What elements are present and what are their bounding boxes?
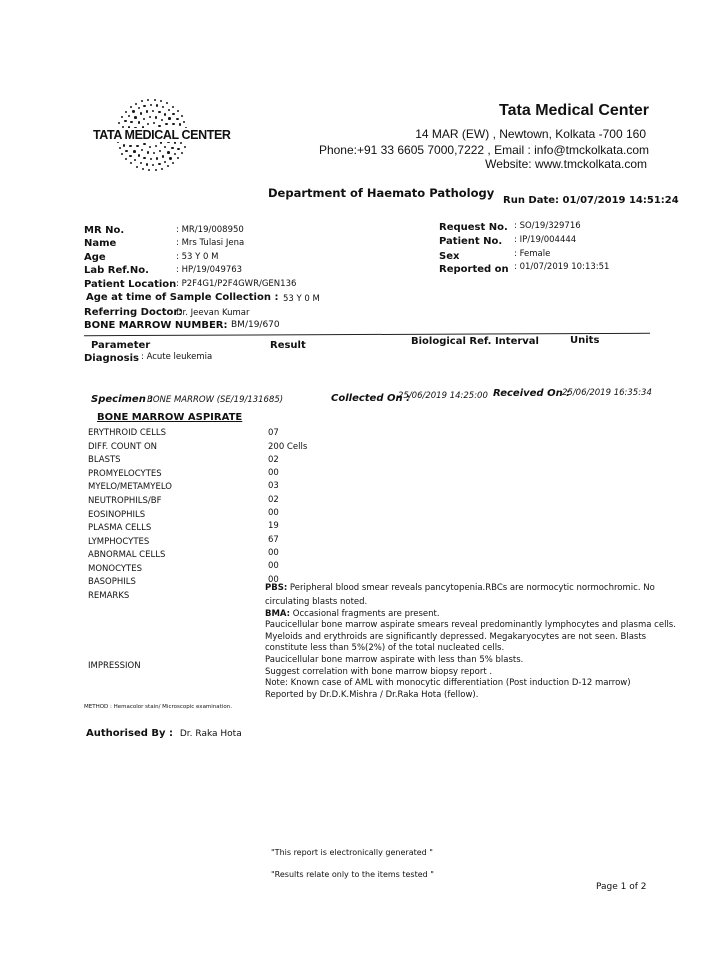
logo-dot bbox=[156, 157, 159, 160]
result-value: 200 Cells bbox=[268, 442, 308, 452]
logo-dot bbox=[155, 116, 157, 118]
header-rule-top bbox=[84, 333, 650, 336]
col-ref-interval: Biological Ref. Interval bbox=[411, 336, 539, 347]
referring-label: Referring Doctor: bbox=[84, 307, 183, 318]
result-value: 00 bbox=[268, 561, 279, 571]
mr-value: : MR/19/008950 bbox=[176, 225, 244, 235]
logo-dot bbox=[138, 107, 140, 109]
logo-dot bbox=[121, 116, 123, 118]
logo-dot bbox=[138, 154, 141, 157]
name-label: Name bbox=[84, 238, 117, 249]
logo-dot bbox=[135, 103, 137, 105]
logo-dot bbox=[143, 118, 145, 120]
result-name: ERYTHROID CELLS bbox=[88, 428, 167, 438]
org-address: 14 MAR (EW) , Newtown, Kolkata -700 160 bbox=[415, 127, 646, 141]
logo-dot bbox=[130, 162, 132, 164]
age-collection-value: 53 Y 0 M bbox=[283, 294, 320, 304]
result-value: 00 bbox=[268, 468, 279, 478]
logo-dot bbox=[136, 166, 138, 168]
logo-dot bbox=[158, 125, 160, 127]
impression-line1: Paucicellular bone marrow aspirate with less than 5% blasts. bbox=[265, 655, 524, 665]
remarks-pbs-line2: circulating blasts noted. bbox=[265, 597, 368, 607]
logo-dot bbox=[167, 151, 170, 154]
logo-dot bbox=[184, 146, 186, 148]
result-name: NEUTROPHILS/BF bbox=[88, 496, 162, 506]
logo-dot bbox=[166, 102, 168, 104]
pbs-text: Peripheral blood smear reveals pancytopenia.RBCs are normocytic normochromic. No bbox=[287, 583, 655, 593]
logo-dot bbox=[141, 100, 143, 102]
reported-label: Reported on bbox=[439, 264, 509, 275]
request-label: Request No. bbox=[439, 222, 508, 233]
logo-dot bbox=[146, 110, 149, 113]
result-name: DIFF. COUNT ON bbox=[88, 442, 158, 452]
remarks-pbs-line1 bbox=[265, 583, 655, 593]
logo-dot bbox=[162, 155, 165, 158]
logo-dot bbox=[130, 121, 133, 124]
logo-dot bbox=[168, 117, 171, 120]
col-parameter: Parameter bbox=[91, 340, 151, 351]
result-value: 00 bbox=[268, 548, 279, 558]
name-value: : Mrs Tulasi Jena bbox=[176, 238, 245, 248]
logo-dot bbox=[143, 143, 145, 145]
result-value: 00 bbox=[268, 575, 279, 585]
result-value: 00 bbox=[268, 508, 279, 518]
logo-dot bbox=[140, 162, 142, 164]
bma-label: BMA: bbox=[265, 609, 291, 619]
logo-dot bbox=[162, 106, 164, 108]
logo-dot bbox=[156, 104, 158, 106]
result-name: BASOPHILS bbox=[88, 577, 136, 587]
logo-dot bbox=[140, 112, 143, 115]
logo-dot bbox=[138, 121, 140, 123]
logo-dot bbox=[176, 118, 178, 120]
result-name: LYMPHOCYTES bbox=[88, 537, 150, 547]
logo-dot bbox=[177, 110, 179, 112]
logo-dot bbox=[177, 148, 179, 150]
remarks-bma-line1 bbox=[265, 609, 440, 619]
result-value: 03 bbox=[268, 481, 279, 491]
logo-dot bbox=[134, 159, 136, 161]
logo-dot bbox=[134, 116, 137, 119]
logo-dot bbox=[164, 113, 167, 116]
logo-dot bbox=[172, 106, 174, 108]
logo-dot bbox=[158, 111, 161, 114]
remarks-line4: Myeloids and erythroids are significantly depressed. Megakaryocytes are not seen. Blasts bbox=[265, 632, 647, 642]
logo-dot bbox=[172, 113, 174, 115]
logo-dot bbox=[118, 122, 120, 124]
impression-label: IMPRESSION bbox=[88, 661, 141, 671]
logo-dot bbox=[148, 169, 150, 171]
diagnosis-label: Diagnosis bbox=[84, 353, 139, 364]
age-value: : 53 Y 0 M bbox=[176, 252, 219, 262]
received-label: Received On : bbox=[493, 388, 571, 399]
specimen-value: BONE MARROW (SE/19/131685) bbox=[147, 395, 284, 405]
logo-dot bbox=[141, 149, 143, 151]
bm-number-label: BONE MARROW NUMBER: bbox=[84, 320, 228, 331]
logo-dot bbox=[142, 168, 144, 170]
logo-dot bbox=[159, 150, 161, 152]
logo-dot bbox=[183, 121, 185, 123]
logo-dot bbox=[147, 99, 149, 101]
logo-dot bbox=[143, 105, 145, 107]
logo-dot bbox=[179, 123, 181, 125]
location-label: Patient Location bbox=[84, 279, 177, 290]
result-name: PROMYELOCYTES bbox=[88, 469, 162, 479]
logo-dot bbox=[172, 123, 175, 126]
logo-dot bbox=[161, 168, 163, 170]
logo-dot bbox=[181, 152, 183, 154]
logo-dot bbox=[149, 116, 151, 118]
logo-dot bbox=[164, 161, 166, 163]
logo-dot bbox=[161, 119, 163, 121]
col-result: Result bbox=[270, 340, 306, 351]
patient-no-label: Patient No. bbox=[439, 236, 503, 247]
org-contact: Phone:+91 33 6605 7000,7222 , Email : info@tmckolkata.com bbox=[318, 143, 649, 157]
org-name: Tata Medical Center bbox=[499, 102, 649, 119]
logo-dot bbox=[152, 164, 154, 166]
logo-dot bbox=[123, 144, 125, 146]
request-value: : SO/19/329716 bbox=[514, 221, 581, 231]
collected-value: 25/06/2019 14:25:00 bbox=[398, 391, 488, 401]
logo-dot bbox=[155, 169, 157, 171]
sex-value: : Female bbox=[514, 249, 551, 259]
remarks-line3: Paucicellular bone marrow aspirate smears reveal predominantly lymphocytes and plasma cells. bbox=[265, 620, 676, 630]
footer-note-results: "Results relate only to the items tested " bbox=[271, 870, 434, 879]
logo-dot bbox=[143, 157, 146, 160]
collected-label: Collected On : bbox=[331, 393, 411, 404]
pbs-label: PBS: bbox=[265, 583, 288, 593]
result-value: 02 bbox=[268, 455, 279, 465]
referring-value: Dr. Jeevan Kumar bbox=[176, 308, 250, 318]
logo-dot bbox=[160, 100, 162, 102]
logo-dot bbox=[121, 153, 123, 155]
logo-dot bbox=[150, 158, 153, 161]
result-value: 07 bbox=[268, 428, 279, 438]
col-units: Units bbox=[570, 335, 600, 346]
result-name: MYELO/METAMYELO bbox=[88, 482, 172, 492]
logo-dot bbox=[177, 157, 179, 159]
logo-dot bbox=[136, 145, 138, 147]
logo-dot bbox=[149, 146, 151, 148]
bma-text: Occasional fragments are present. bbox=[290, 609, 440, 619]
labref-value: : HP/19/049763 bbox=[176, 265, 243, 275]
logo-dot bbox=[133, 150, 136, 153]
mr-label: MR No. bbox=[84, 225, 125, 236]
result-value: 19 bbox=[268, 521, 279, 531]
bm-number-value: BM/19/670 bbox=[231, 320, 280, 330]
age-collection-label: Age at time of Sample Collection : bbox=[86, 292, 279, 303]
labref-label: Lab Ref.No. bbox=[84, 265, 149, 276]
department-title: Department of Haemato Pathology bbox=[268, 186, 495, 200]
logo-dot bbox=[172, 162, 174, 164]
result-value: 02 bbox=[268, 495, 279, 505]
logo-dot bbox=[132, 110, 134, 112]
org-website: Website: www.tmckolkata.com bbox=[485, 157, 647, 171]
logo-dot bbox=[171, 147, 174, 150]
logo-dot bbox=[125, 111, 127, 113]
logo-dot bbox=[125, 150, 127, 152]
logo-dot bbox=[147, 123, 149, 125]
logo-dot bbox=[129, 145, 132, 148]
footer-note-electronic: "This report is electronically generated " bbox=[271, 848, 433, 857]
logo-dot bbox=[168, 109, 170, 111]
result-name: PLASMA CELLS bbox=[88, 523, 152, 533]
logo-dot bbox=[129, 155, 131, 157]
remarks-label: REMARKS bbox=[88, 591, 130, 601]
logo-dot bbox=[152, 110, 155, 113]
diagnosis-value: : Acute leukemia bbox=[141, 352, 213, 362]
run-date: Run Date: 01/07/2019 14:51:24 bbox=[503, 195, 679, 206]
logo-dot bbox=[128, 115, 130, 117]
result-value: 67 bbox=[268, 535, 279, 545]
patient-no-value: : IP/19/004444 bbox=[514, 235, 577, 245]
reported-value: : 01/07/2019 10:13:51 bbox=[514, 262, 610, 272]
sex-label: Sex bbox=[439, 251, 460, 262]
logo-dot bbox=[164, 146, 166, 148]
logo-dot bbox=[181, 115, 183, 117]
received-value: 25/06/2019 16:35:34 bbox=[562, 388, 652, 398]
authorised-value: Dr. Raka Hota bbox=[179, 729, 242, 739]
specimen-label: Specimen : bbox=[91, 394, 154, 405]
logo-dot bbox=[153, 122, 155, 124]
logo-dot bbox=[146, 163, 148, 165]
authorised-label: Authorised By : bbox=[86, 728, 173, 739]
logo-dot bbox=[150, 104, 152, 106]
logo-dot bbox=[153, 152, 155, 154]
method-note: METHOD : Hemacolor stain/ Microscopic examination. bbox=[84, 704, 232, 710]
logo-dot bbox=[180, 142, 182, 144]
logo-dot bbox=[169, 157, 171, 159]
result-name: MONOCYTES bbox=[88, 564, 143, 574]
logo-dot bbox=[147, 151, 149, 153]
logo-dot bbox=[165, 123, 167, 125]
logo-dot bbox=[130, 106, 132, 108]
page-number: Page 1 of 2 bbox=[596, 882, 647, 892]
result-name: BLASTS bbox=[88, 455, 121, 465]
logo-dot bbox=[125, 158, 127, 160]
remarks-line5: constitute less than 5%(2%) of the total nucleated cells. bbox=[265, 643, 505, 653]
impression-line3: Note: Known case of AML with monocytic differentiation (Post induction D-12 marrow) bbox=[265, 678, 631, 688]
result-name: ABNORMAL CELLS bbox=[88, 550, 166, 560]
logo-dot bbox=[119, 147, 121, 149]
logo-dot bbox=[167, 165, 169, 167]
impression-line2: Suggest correlation with bone marrow biopsy report . bbox=[265, 667, 493, 677]
logo-dot bbox=[174, 153, 176, 155]
age-label: Age bbox=[84, 252, 106, 263]
logo-dot bbox=[155, 145, 157, 147]
logo-dot bbox=[158, 163, 160, 165]
logo-text: TATA MEDICAL CENTER bbox=[93, 128, 231, 142]
logo-dot bbox=[154, 99, 156, 101]
result-name: EOSINOPHILS bbox=[88, 510, 146, 520]
section-title: BONE MARROW ASPIRATE bbox=[97, 412, 243, 423]
location-value: : P2F4G1/P2F4GWR/GEN136 bbox=[176, 279, 297, 289]
authorised-line bbox=[86, 728, 242, 739]
impression-line4: Reported by Dr.D.K.Mishra / Dr.Raka Hota (fellow). bbox=[265, 690, 479, 700]
logo-dot bbox=[124, 120, 126, 122]
